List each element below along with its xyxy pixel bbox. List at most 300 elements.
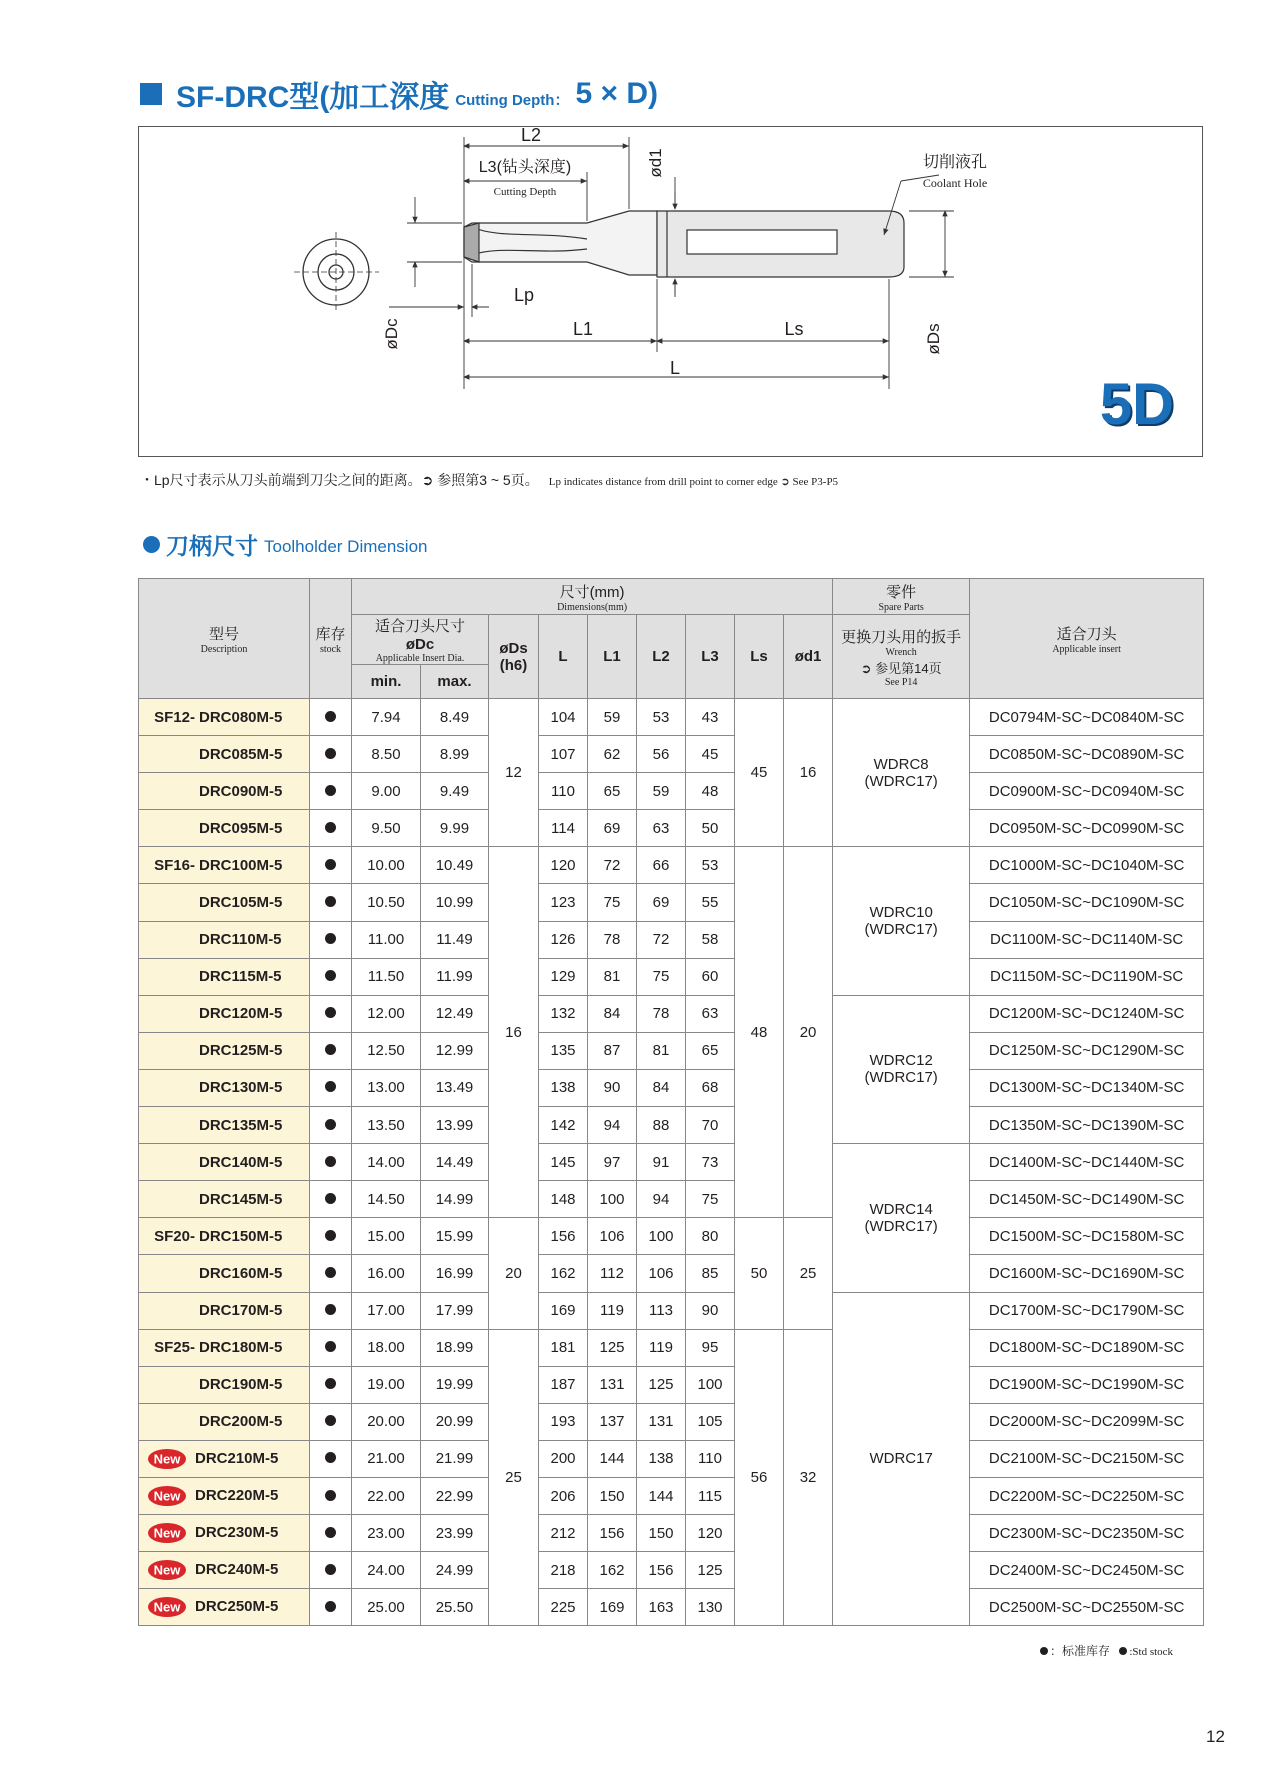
dc-min-cell: 22.00 bbox=[352, 1477, 421, 1514]
dim-d1: ød1 bbox=[646, 148, 665, 178]
L3-cell: 130 bbox=[686, 1589, 735, 1626]
dc-max-cell: 13.99 bbox=[421, 1107, 489, 1144]
model-name: DRC085M-5 bbox=[199, 745, 283, 763]
L-cell: 138 bbox=[539, 1069, 588, 1106]
model-name: DRC120M-5 bbox=[199, 1005, 283, 1023]
model-name: DRC250M-5 bbox=[195, 1598, 279, 1616]
L2-cell: 81 bbox=[637, 1032, 686, 1069]
insert-cell: DC1100M-SC~DC1140M-SC bbox=[970, 921, 1204, 958]
L3-cell: 80 bbox=[686, 1218, 735, 1255]
table-row bbox=[139, 1255, 1204, 1292]
table-row bbox=[139, 1107, 1204, 1144]
model-name: DRC140M-5 bbox=[199, 1153, 283, 1171]
dc-min-cell: 7.94 bbox=[352, 699, 421, 736]
section-bullet-icon bbox=[143, 536, 160, 553]
drill-drawing bbox=[139, 127, 1202, 456]
stock-cell bbox=[310, 1589, 352, 1626]
page-title bbox=[140, 72, 658, 116]
L2-cell: 106 bbox=[637, 1255, 686, 1292]
L3-cell: 63 bbox=[686, 995, 735, 1032]
L-cell: 200 bbox=[539, 1440, 588, 1477]
stock-cell bbox=[310, 1144, 352, 1181]
dc-min-cell: 24.00 bbox=[352, 1552, 421, 1589]
L3-cell: 100 bbox=[686, 1366, 735, 1403]
table-row bbox=[139, 847, 1204, 884]
ls-cell: 56 bbox=[735, 1329, 784, 1626]
stock-bullet-icon bbox=[325, 1230, 336, 1241]
model-prefix: SF16- bbox=[154, 856, 195, 874]
L-cell: 132 bbox=[539, 995, 588, 1032]
dc-max-cell: 11.49 bbox=[421, 921, 489, 958]
table-row bbox=[139, 699, 1204, 736]
ls-cell: 50 bbox=[735, 1218, 784, 1329]
model-name: DRC150M-5 bbox=[199, 1227, 283, 1245]
model-cell bbox=[139, 1366, 310, 1403]
insert-cell: DC1800M-SC~DC1890M-SC bbox=[970, 1329, 1204, 1366]
wrench-alt: (WDRC17) bbox=[864, 1069, 938, 1087]
model-cell bbox=[139, 1589, 310, 1626]
model-prefix: SF12- bbox=[154, 708, 195, 726]
new-badge-label: New bbox=[153, 1599, 181, 1615]
dc-max-cell: 16.99 bbox=[421, 1255, 489, 1292]
header-wrench: 更换刀头用的扳手 Wrench ➲ 参见第14页 See P14 bbox=[833, 615, 970, 699]
L-cell: 169 bbox=[539, 1292, 588, 1329]
table-row bbox=[139, 810, 1204, 847]
L2-cell: 113 bbox=[637, 1292, 686, 1329]
ds-cell: 16 bbox=[489, 847, 539, 1218]
table-row bbox=[139, 884, 1204, 921]
L3-cell: 58 bbox=[686, 921, 735, 958]
L-cell: 104 bbox=[539, 699, 588, 736]
L1-cell: 131 bbox=[588, 1366, 637, 1403]
wrench-name: WDRC10 bbox=[869, 904, 933, 922]
title-square-icon bbox=[140, 83, 162, 105]
L2-cell: 100 bbox=[637, 1218, 686, 1255]
header-applicable-insert: 适合刀头 Applicable insert bbox=[970, 579, 1204, 699]
insert-cell: DC2000M-SC~DC2099M-SC bbox=[970, 1403, 1204, 1440]
model-name: DRC105M-5 bbox=[199, 894, 283, 912]
dc-min-cell: 13.50 bbox=[352, 1107, 421, 1144]
L2-cell: 144 bbox=[637, 1477, 686, 1514]
dc-max-cell: 8.49 bbox=[421, 699, 489, 736]
L3-cell: 70 bbox=[686, 1107, 735, 1144]
stock-bullet-icon bbox=[325, 1044, 336, 1055]
L-cell: 225 bbox=[539, 1589, 588, 1626]
L-cell: 120 bbox=[539, 847, 588, 884]
table-row bbox=[139, 1552, 1204, 1589]
title-main: SF-DRC型(加工深度 bbox=[176, 81, 450, 114]
L-cell: 114 bbox=[539, 810, 588, 847]
stock-cell bbox=[310, 1218, 352, 1255]
dc-min-cell: 11.50 bbox=[352, 958, 421, 995]
L1-cell: 72 bbox=[588, 847, 637, 884]
header-min: min. bbox=[352, 665, 421, 699]
L3-cell: 110 bbox=[686, 1440, 735, 1477]
model-cell bbox=[139, 699, 310, 736]
model-cell bbox=[139, 1515, 310, 1552]
stock-cell bbox=[310, 1181, 352, 1218]
model-name: DRC130M-5 bbox=[199, 1079, 283, 1097]
dc-min-cell: 18.00 bbox=[352, 1329, 421, 1366]
L2-cell: 138 bbox=[637, 1440, 686, 1477]
model-cell bbox=[139, 921, 310, 958]
legend-bullet-icon bbox=[1040, 1647, 1048, 1655]
d1-cell: 25 bbox=[784, 1218, 833, 1329]
dc-max-cell: 21.99 bbox=[421, 1440, 489, 1477]
L3-cell: 60 bbox=[686, 958, 735, 995]
dim-Lp: Lp bbox=[513, 285, 535, 305]
L3-cell: 105 bbox=[686, 1403, 735, 1440]
wrench-alt: (WDRC17) bbox=[864, 921, 938, 939]
stock-bullet-icon bbox=[325, 896, 336, 907]
dc-min-cell: 14.00 bbox=[352, 1144, 421, 1181]
dc-max-cell: 14.49 bbox=[421, 1144, 489, 1181]
legend-bullet-icon bbox=[1119, 1647, 1127, 1655]
stock-bullet-icon bbox=[325, 1193, 336, 1204]
header-spare-parts: 零件 Spare Parts bbox=[833, 579, 970, 615]
dc-min-cell: 13.00 bbox=[352, 1069, 421, 1106]
model-name: DRC145M-5 bbox=[199, 1190, 283, 1208]
L1-cell: 119 bbox=[588, 1292, 637, 1329]
stock-bullet-icon bbox=[325, 748, 336, 759]
header-ds: øDs (h6) bbox=[489, 615, 539, 699]
header-max: max. bbox=[421, 665, 489, 699]
insert-cell: DC2500M-SC~DC2550M-SC bbox=[970, 1589, 1204, 1626]
stock-bullet-icon bbox=[325, 970, 336, 981]
table-row bbox=[139, 1218, 1204, 1255]
header-dc: 适合刀头尺寸 øDc Applicable Insert Dia. bbox=[352, 615, 489, 665]
L2-cell: 56 bbox=[637, 736, 686, 773]
L1-cell: 144 bbox=[588, 1440, 637, 1477]
table-row bbox=[139, 1329, 1204, 1366]
L1-cell: 125 bbox=[588, 1329, 637, 1366]
insert-cell: DC2100M-SC~DC2150M-SC bbox=[970, 1440, 1204, 1477]
model-cell bbox=[139, 1144, 310, 1181]
new-badge-icon bbox=[147, 1596, 187, 1618]
title-tail: 5 × D) bbox=[575, 77, 658, 110]
model-name: DRC110M-5 bbox=[199, 931, 282, 949]
insert-cell: DC1000M-SC~DC1040M-SC bbox=[970, 847, 1204, 884]
L2-cell: 163 bbox=[637, 1589, 686, 1626]
stock-bullet-icon bbox=[325, 859, 336, 870]
L1-cell: 69 bbox=[588, 810, 637, 847]
model-name: DRC100M-5 bbox=[199, 856, 283, 874]
model-name: DRC240M-5 bbox=[195, 1561, 279, 1579]
stock-cell bbox=[310, 1069, 352, 1106]
coolant-en: Coolant Hole bbox=[922, 176, 988, 190]
L2-cell: 66 bbox=[637, 847, 686, 884]
L2-cell: 84 bbox=[637, 1069, 686, 1106]
L2-cell: 94 bbox=[637, 1181, 686, 1218]
header-L3: L3 bbox=[686, 615, 735, 699]
L3-cell: 125 bbox=[686, 1552, 735, 1589]
L1-cell: 97 bbox=[588, 1144, 637, 1181]
model-name: DRC115M-5 bbox=[199, 968, 282, 986]
dc-max-cell: 24.99 bbox=[421, 1552, 489, 1589]
L1-cell: 150 bbox=[588, 1477, 637, 1514]
dc-min-cell: 14.50 bbox=[352, 1181, 421, 1218]
table-row bbox=[139, 1292, 1204, 1329]
ds-cell: 25 bbox=[489, 1329, 539, 1626]
insert-cell: DC0794M-SC~DC0840M-SC bbox=[970, 699, 1204, 736]
table-row bbox=[139, 995, 1204, 1032]
wrench-name: WDRC12 bbox=[869, 1052, 933, 1070]
header-Ls: Ls bbox=[735, 615, 784, 699]
model-cell bbox=[139, 1181, 310, 1218]
dc-min-cell: 10.50 bbox=[352, 884, 421, 921]
header-description: 型号 Description bbox=[139, 579, 310, 699]
L1-cell: 169 bbox=[588, 1589, 637, 1626]
table-row bbox=[139, 736, 1204, 773]
L2-cell: 131 bbox=[637, 1403, 686, 1440]
L-cell: 206 bbox=[539, 1477, 588, 1514]
L1-cell: 137 bbox=[588, 1403, 637, 1440]
L1-cell: 59 bbox=[588, 699, 637, 736]
wrench-name: WDRC14 bbox=[869, 1200, 933, 1218]
model-cell bbox=[139, 773, 310, 810]
dc-max-cell: 11.99 bbox=[421, 958, 489, 995]
L2-cell: 125 bbox=[637, 1366, 686, 1403]
L3-cell: 45 bbox=[686, 736, 735, 773]
stock-cell bbox=[310, 736, 352, 773]
insert-cell: DC2200M-SC~DC2250M-SC bbox=[970, 1477, 1204, 1514]
L1-cell: 62 bbox=[588, 736, 637, 773]
stock-cell bbox=[310, 1403, 352, 1440]
header-d1: ød1 bbox=[784, 615, 833, 699]
drill-diagram bbox=[138, 126, 1203, 457]
L3-cell: 65 bbox=[686, 1032, 735, 1069]
new-badge-icon bbox=[147, 1559, 187, 1581]
insert-cell: DC2300M-SC~DC2350M-SC bbox=[970, 1515, 1204, 1552]
dc-max-cell: 14.99 bbox=[421, 1181, 489, 1218]
dc-min-cell: 12.50 bbox=[352, 1032, 421, 1069]
insert-cell: DC1250M-SC~DC1290M-SC bbox=[970, 1032, 1204, 1069]
dc-min-cell: 16.00 bbox=[352, 1255, 421, 1292]
insert-cell: DC0850M-SC~DC0890M-SC bbox=[970, 736, 1204, 773]
L-cell: 187 bbox=[539, 1366, 588, 1403]
ds-cell: 20 bbox=[489, 1218, 539, 1329]
dc-min-cell: 20.00 bbox=[352, 1403, 421, 1440]
L1-cell: 65 bbox=[588, 773, 637, 810]
L1-cell: 87 bbox=[588, 1032, 637, 1069]
stock-bullet-icon bbox=[325, 1378, 336, 1389]
stock-bullet-icon bbox=[325, 1267, 336, 1278]
wrench-cell bbox=[833, 847, 970, 995]
dc-max-cell: 10.49 bbox=[421, 847, 489, 884]
header-dimensions: 尺寸(mm) Dimensions(mm) bbox=[352, 579, 833, 615]
dc-min-cell: 17.00 bbox=[352, 1292, 421, 1329]
L2-cell: 91 bbox=[637, 1144, 686, 1181]
insert-cell: DC1600M-SC~DC1690M-SC bbox=[970, 1255, 1204, 1292]
stock-cell bbox=[310, 1552, 352, 1589]
new-badge-icon bbox=[147, 1522, 187, 1544]
new-badge-icon bbox=[147, 1448, 187, 1470]
L3-cell: 50 bbox=[686, 810, 735, 847]
insert-cell: DC1200M-SC~DC1240M-SC bbox=[970, 995, 1204, 1032]
table-row bbox=[139, 958, 1204, 995]
L2-cell: 59 bbox=[637, 773, 686, 810]
model-cell bbox=[139, 1218, 310, 1255]
table-body bbox=[139, 699, 1204, 1626]
d1-cell: 20 bbox=[784, 847, 833, 1218]
header-stock: 库存 stock bbox=[310, 579, 352, 699]
L-cell: 218 bbox=[539, 1552, 588, 1589]
L-cell: 135 bbox=[539, 1032, 588, 1069]
L2-cell: 72 bbox=[637, 921, 686, 958]
L-cell: 181 bbox=[539, 1329, 588, 1366]
stock-bullet-icon bbox=[325, 1490, 336, 1501]
stock-cell bbox=[310, 773, 352, 810]
table-row bbox=[139, 921, 1204, 958]
dc-min-cell: 15.00 bbox=[352, 1218, 421, 1255]
L-cell: 107 bbox=[539, 736, 588, 773]
new-badge-label: New bbox=[153, 1525, 181, 1541]
L1-cell: 94 bbox=[588, 1107, 637, 1144]
wrench-cell bbox=[833, 1292, 970, 1626]
model-name: DRC230M-5 bbox=[195, 1524, 279, 1542]
coolant-zh: 切削液孔 bbox=[922, 154, 988, 171]
stock-bullet-icon bbox=[325, 1081, 336, 1092]
stock-cell bbox=[310, 1329, 352, 1366]
model-name: DRC170M-5 bbox=[199, 1302, 283, 1320]
L2-cell: 53 bbox=[637, 699, 686, 736]
wrench-cell bbox=[833, 995, 970, 1143]
L2-cell: 75 bbox=[637, 958, 686, 995]
L3-cell: 55 bbox=[686, 884, 735, 921]
model-name: DRC095M-5 bbox=[199, 819, 283, 837]
stock-bullet-icon bbox=[325, 1415, 336, 1426]
L-cell: 162 bbox=[539, 1255, 588, 1292]
insert-cell: DC1150M-SC~DC1190M-SC bbox=[970, 958, 1204, 995]
dc-max-cell: 19.99 bbox=[421, 1366, 489, 1403]
stock-cell bbox=[310, 699, 352, 736]
stock-bullet-icon bbox=[325, 1007, 336, 1018]
legend-en: :Std stock bbox=[1129, 1646, 1174, 1658]
stock-cell bbox=[310, 884, 352, 921]
insert-cell: DC0900M-SC~DC0940M-SC bbox=[970, 773, 1204, 810]
model-name: DRC210M-5 bbox=[195, 1449, 279, 1467]
insert-cell: DC1400M-SC~DC1440M-SC bbox=[970, 1144, 1204, 1181]
L1-cell: 100 bbox=[588, 1181, 637, 1218]
stock-cell bbox=[310, 1032, 352, 1069]
L3-cell: 120 bbox=[686, 1515, 735, 1552]
L2-cell: 150 bbox=[637, 1515, 686, 1552]
dc-max-cell: 8.99 bbox=[421, 736, 489, 773]
stock-cell bbox=[310, 847, 352, 884]
dc-max-cell: 10.99 bbox=[421, 884, 489, 921]
dc-max-cell: 12.99 bbox=[421, 1032, 489, 1069]
header-L1: L1 bbox=[588, 615, 637, 699]
table-row bbox=[139, 1069, 1204, 1106]
L1-cell: 90 bbox=[588, 1069, 637, 1106]
stock-bullet-icon bbox=[325, 1119, 336, 1130]
stock-cell bbox=[310, 1292, 352, 1329]
dc-min-cell: 25.00 bbox=[352, 1589, 421, 1626]
stock-bullet-icon bbox=[325, 785, 336, 796]
stock-bullet-icon bbox=[325, 711, 336, 722]
dc-min-cell: 9.00 bbox=[352, 773, 421, 810]
new-badge-label: New bbox=[153, 1451, 181, 1467]
model-prefix: SF25- bbox=[154, 1339, 195, 1357]
dc-min-cell: 10.00 bbox=[352, 847, 421, 884]
L1-cell: 106 bbox=[588, 1218, 637, 1255]
model-cell bbox=[139, 1403, 310, 1440]
stock-cell bbox=[310, 958, 352, 995]
L-cell: 110 bbox=[539, 773, 588, 810]
insert-cell: DC1300M-SC~DC1340M-SC bbox=[970, 1069, 1204, 1106]
dc-min-cell: 19.00 bbox=[352, 1366, 421, 1403]
dim-L: L bbox=[669, 358, 681, 378]
insert-cell: DC1050M-SC~DC1090M-SC bbox=[970, 884, 1204, 921]
dc-max-cell: 18.99 bbox=[421, 1329, 489, 1366]
L3-cell: 48 bbox=[686, 773, 735, 810]
section-title-zh: 刀柄尺寸 bbox=[166, 533, 258, 559]
L3-cell: 43 bbox=[686, 699, 735, 736]
toolholder-dimension-table bbox=[138, 578, 1204, 1626]
dc-min-cell: 8.50 bbox=[352, 736, 421, 773]
dc-max-cell: 15.99 bbox=[421, 1218, 489, 1255]
model-cell bbox=[139, 1329, 310, 1366]
model-name: DRC125M-5 bbox=[199, 1042, 283, 1060]
dim-Dc: øDc bbox=[382, 318, 401, 350]
table-row bbox=[139, 1477, 1204, 1514]
stock-cell bbox=[310, 1366, 352, 1403]
model-cell bbox=[139, 958, 310, 995]
header-L: L bbox=[539, 615, 588, 699]
stock-cell bbox=[310, 1107, 352, 1144]
table-row bbox=[139, 1032, 1204, 1069]
lp-note-zh: ・Lp尺寸表示从刀头前端到刀尖之间的距离。➲ 参照第3 ~ 5页。 bbox=[140, 472, 539, 488]
stock-bullet-icon bbox=[325, 933, 336, 944]
dc-max-cell: 17.99 bbox=[421, 1292, 489, 1329]
dim-L1: L1 bbox=[572, 319, 594, 339]
stock-cell bbox=[310, 1477, 352, 1514]
section-title-en: Toolholder Dimension bbox=[264, 536, 428, 556]
dc-min-cell: 12.00 bbox=[352, 995, 421, 1032]
L2-cell: 119 bbox=[637, 1329, 686, 1366]
insert-cell: DC1900M-SC~DC1990M-SC bbox=[970, 1366, 1204, 1403]
table-row bbox=[139, 773, 1204, 810]
stock-bullet-icon bbox=[325, 1601, 336, 1612]
dim-Ds: øDs bbox=[924, 323, 943, 355]
dc-max-cell: 25.50 bbox=[421, 1589, 489, 1626]
L2-cell: 78 bbox=[637, 995, 686, 1032]
header-L2: L2 bbox=[637, 615, 686, 699]
legend-zh: ：标准库存 bbox=[1050, 1644, 1111, 1658]
table-row bbox=[139, 1144, 1204, 1181]
L3-cell: 53 bbox=[686, 847, 735, 884]
model-name: DRC220M-5 bbox=[195, 1486, 279, 1504]
table-row bbox=[139, 1366, 1204, 1403]
L1-cell: 78 bbox=[588, 921, 637, 958]
insert-cell: DC2400M-SC~DC2450M-SC bbox=[970, 1552, 1204, 1589]
L2-cell: 156 bbox=[637, 1552, 686, 1589]
dc-max-cell: 22.99 bbox=[421, 1477, 489, 1514]
dc-max-cell: 12.49 bbox=[421, 995, 489, 1032]
stock-bullet-icon bbox=[325, 1564, 336, 1575]
table-row bbox=[139, 1181, 1204, 1218]
model-cell bbox=[139, 1255, 310, 1292]
model-cell bbox=[139, 1069, 310, 1106]
stock-bullet-icon bbox=[325, 1452, 336, 1463]
stock-legend bbox=[1040, 1642, 1173, 1659]
dc-max-cell: 13.49 bbox=[421, 1069, 489, 1106]
insert-cell: DC1700M-SC~DC1790M-SC bbox=[970, 1292, 1204, 1329]
lp-note bbox=[140, 470, 838, 490]
insert-cell: DC1500M-SC~DC1580M-SC bbox=[970, 1218, 1204, 1255]
ls-cell: 45 bbox=[735, 699, 784, 847]
L2-cell: 69 bbox=[637, 884, 686, 921]
